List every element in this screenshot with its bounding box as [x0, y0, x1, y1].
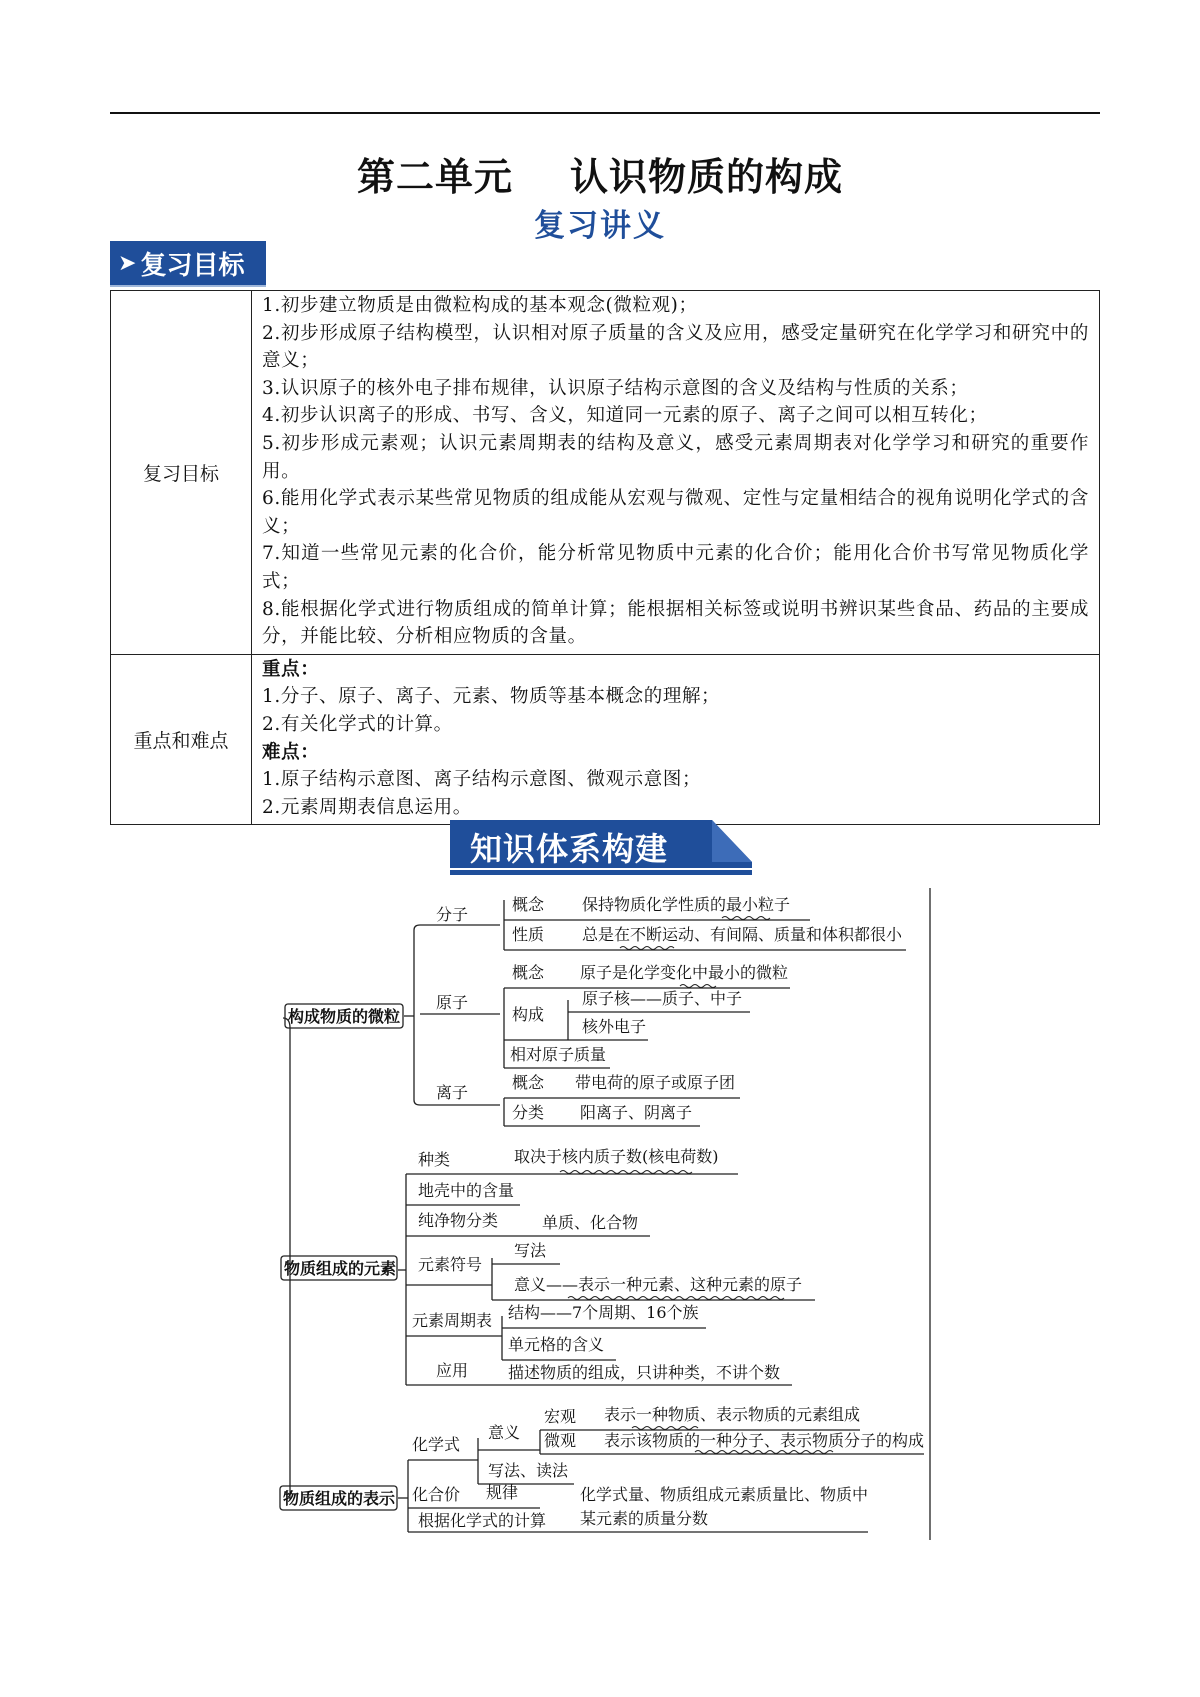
node-micro-text: 表示该物质的一种分子、表示物质分子的构成: [604, 1431, 925, 1450]
node-ion-class: 分类: [512, 1103, 545, 1122]
node-atom-nucleus: 原子核——质子、中子: [582, 989, 743, 1008]
node-mol-property-text: 总是在不断运动、有间隔、质量和体积都很小: [582, 925, 903, 944]
node-mol-property: 性质: [512, 925, 545, 944]
node-molecule: 分子: [436, 905, 469, 924]
key-point-item: 2.有关化学式的计算。: [262, 713, 453, 735]
node-atom-mass: 相对原子质量: [510, 1045, 607, 1064]
node-rule: 规律: [486, 1483, 519, 1502]
node-ion: 离子: [436, 1083, 469, 1102]
node-mol-concept: 概念: [512, 895, 545, 914]
difficult-points-heading: 难点：: [262, 741, 320, 763]
mindmap-root-representation: 物质组成的表示: [283, 1489, 396, 1508]
page-title: 第二单元 认识物质的构成: [357, 155, 843, 199]
goal-item: 4.初步认识离子的形成、书写、含义，知道同一元素的原子、离子之间可以相互转化；: [262, 405, 988, 427]
node-micro: 微观: [544, 1431, 577, 1450]
key-point-item: 1.分子、原子、离子、元素、物质等基本概念的理解；: [262, 686, 721, 708]
node-table-structure: 结构——7个周期、16个族: [508, 1303, 699, 1322]
mindmap-root-particles: 构成物质的微粒: [288, 1007, 401, 1026]
review-goals-banner-label: 复习目标: [140, 250, 245, 281]
goals-label: 复习目标: [111, 291, 252, 655]
node-symbol-meaning: 意义——表示一种元素、这种元素的原子: [514, 1275, 803, 1294]
goal-item: 5.初步形成元素观；认识元素周期表的结构及意义，感受元素周期表对化学学习和研究的重要作用。: [262, 432, 1089, 482]
knowledge-banner-label: 知识体系构建: [470, 830, 669, 868]
node-pure-text: 单质、化合物: [542, 1213, 639, 1232]
node-atom-concept-text: 原子是化学变化中最小的微粒: [580, 963, 789, 982]
goal-item: 3.认识原子的核外电子排布规律，认识原子结构示意图的含义及结构与性质的关系；: [262, 377, 969, 399]
node-formula-meaning: 意义: [488, 1423, 521, 1442]
node-macro: 宏观: [544, 1407, 577, 1426]
node-crust: 地壳中的含量: [418, 1181, 515, 1200]
node-ion-class-text: 阳离子、阴离子: [580, 1103, 693, 1122]
node-write-read: 写法、读法: [488, 1461, 569, 1480]
goal-item: 7.知道一些常见元素的化合价，能分析常见物质中元素的化合价；能用化合价书写常见物质化学式；: [262, 543, 1089, 592]
goal-item: 2.初步形成原子结构模型，认识相对原子质量的含义及应用，感受定量研究在化学学习和研究中的意义；: [262, 322, 1089, 372]
node-valence: 化合价: [412, 1485, 461, 1504]
node-symbol-write: 写法: [514, 1241, 547, 1260]
node-kind: 种类: [418, 1150, 451, 1169]
page-subtitle: 复习讲义: [534, 208, 666, 244]
node-atom-electrons: 核外电子: [582, 1017, 647, 1036]
node-atom: 原子: [436, 993, 469, 1012]
node-pure: 纯净物分类: [418, 1211, 499, 1230]
goal-item: 1.初步建立物质是由微粒构成的基本观念(微粒观)；: [262, 295, 698, 316]
node-formula: 化学式: [412, 1435, 461, 1454]
node-kind-text: 取决于核内质子数(核电荷数): [514, 1147, 719, 1166]
node-use: 应用: [436, 1361, 469, 1380]
node-atom-structure: 构成: [512, 1005, 545, 1024]
key-points-heading: 重点：: [262, 658, 320, 680]
goal-item: 6.能用化学式表示某些常见物质的组成能从宏观与微观、定性与定量相结合的视角说明化学式的含义；: [262, 488, 1089, 537]
node-symbol: 元素符号: [418, 1255, 483, 1274]
node-calc-text-2: 某元素的质量分数: [580, 1509, 709, 1528]
node-macro-text: 表示一种物质、表示物质的元素组成: [604, 1405, 861, 1424]
node-periodic-table: 元素周期表: [412, 1311, 493, 1330]
mindmap-root-elements: 物质组成的元素: [284, 1259, 397, 1278]
node-ion-concept: 概念: [512, 1073, 545, 1092]
node-atom-concept: 概念: [512, 963, 545, 982]
key-points-label: 重点和难点: [111, 654, 252, 825]
arrow-right-icon: ➤: [118, 250, 137, 276]
node-mol-concept-text: 保持物质化学性质的最小粒子: [582, 895, 791, 914]
node-calc-text-1: 化学式量、物质组成元素质量比、物质中: [580, 1485, 869, 1504]
goal-item: 8.能根据化学式进行物质组成的简单计算；能根据相关标签或说明书辨识某些食品、药品的主要成分，并能比较、分析相应物质的含量。: [262, 598, 1089, 648]
difficult-point-item: 2.元素周期表信息运用。: [262, 796, 472, 818]
difficult-point-item: 1.原子结构示意图、离子结构示意图、微观示意图；: [262, 769, 702, 791]
node-table-cell: 单元格的含义: [508, 1335, 605, 1354]
node-calc: 根据化学式的计算: [418, 1511, 547, 1530]
node-use-text: 描述物质的组成，只讲种类，不讲个数: [508, 1363, 781, 1382]
node-ion-concept-text: 带电荷的原子或原子团: [575, 1073, 736, 1092]
